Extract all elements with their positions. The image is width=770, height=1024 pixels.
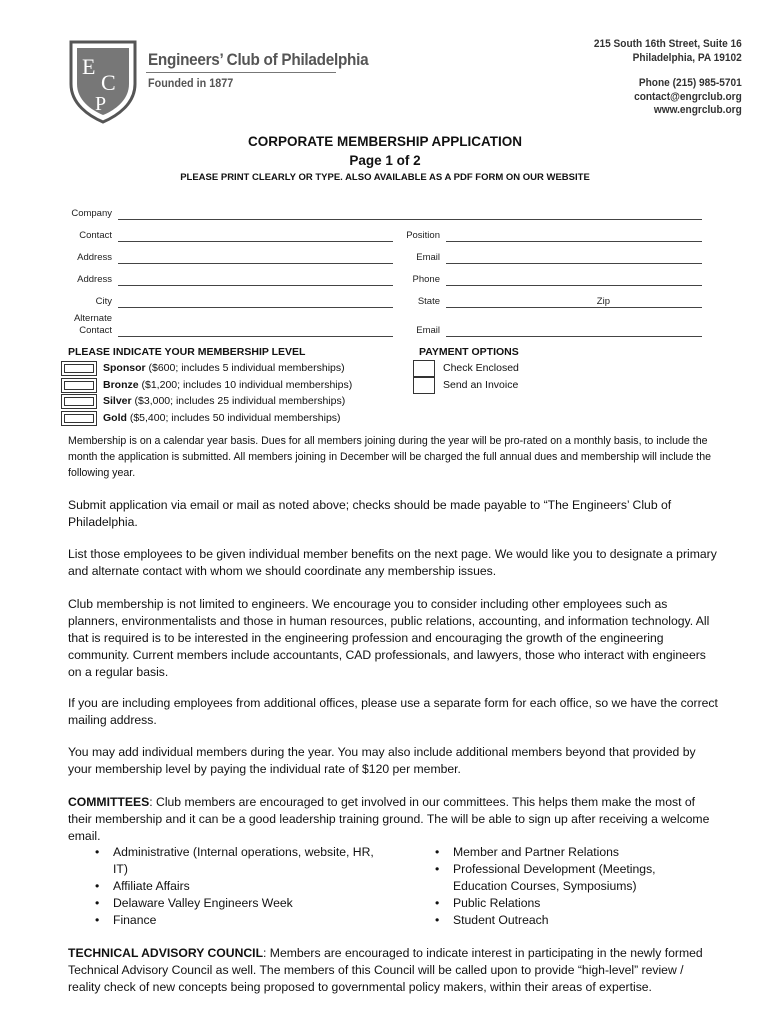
contact-email[interactable]: contact@engrclub.org <box>634 90 742 103</box>
payment-option-invoice[interactable] <box>413 377 593 394</box>
bronze-checkbox[interactable] <box>61 378 97 393</box>
committee-item: • Member and Partner Relations <box>435 845 619 859</box>
membership-option-silver[interactable] <box>61 393 401 410</box>
additional-offices-paragraph: If you are including employees from additional offices, please use a separate form for each office, so we have the correct mailing address. <box>68 696 718 727</box>
membership-level-list <box>61 360 401 427</box>
check-enclosed-label: Check Enclosed <box>443 362 519 374</box>
city-label: City <box>95 296 112 307</box>
submit-application-paragraph: Submit application via email or mail as noted above; checks should be made payable to “The Engineers’ Club of Philadelphia. <box>68 498 672 529</box>
phone-field[interactable] <box>446 285 702 286</box>
committee-item: • Finance <box>95 913 157 927</box>
committee-item: • Affiliate Affairs <box>95 879 190 893</box>
committee-engineers-week: Delaware Valley Engineers Week <box>113 896 293 910</box>
committees-text: : Club members are encouraged to get involved in our committees. This helps them make the most of their membership and it can be a good leadership training ground. The will be able to sign up after receiving a welcome email. <box>68 795 710 843</box>
logo-letter-c: C <box>101 70 116 95</box>
city-state-zip: Philadelphia, PA 19102 <box>632 51 742 64</box>
gold-name: Gold <box>103 412 127 424</box>
page-title: CORPORATE MEMBERSHIP APPLICATION <box>247 134 522 149</box>
committee-item: • Public Relations <box>435 896 541 910</box>
committee-administrative: Administrative (Internal operations, website, HR, IT) <box>113 845 374 876</box>
email-field-2[interactable] <box>446 336 702 337</box>
payment-options-heading: PAYMENT OPTIONS <box>419 346 519 358</box>
org-name-divider <box>146 72 336 73</box>
committee-professional-development: Professional Development (Meetings, Education Courses, Symposiums) <box>453 862 656 893</box>
contact-label: Contact <box>79 230 112 241</box>
committees-paragraph <box>68 794 718 845</box>
company-label: Company <box>71 208 112 219</box>
email-label-2: Email <box>416 325 440 336</box>
calendar-year-paragraph: Membership is on a calendar year basis. Dues for all members joining during the year will be pro-rated on a monthly basis, to include the month the application is submitted. All members joining in December will be charged the full annual dues and membership will include the following year. <box>68 435 712 479</box>
gold-detail: ($5,400; includes 50 individual memberships) <box>126 412 341 424</box>
alternate-contact-field[interactable] <box>118 336 393 337</box>
zip-label: Zip <box>596 296 610 307</box>
position-field[interactable] <box>446 241 702 242</box>
logo-letter-p: P <box>95 93 107 115</box>
committee-member-relations: Member and Partner Relations <box>453 845 619 859</box>
address-label-1: Address <box>77 252 112 263</box>
membership-option-sponsor[interactable] <box>61 360 401 377</box>
club-membership-paragraph: Club membership is not limited to engineers. We encourage you to consider including other employees such as planners, environmentalists and those in human resources, public relations, accounting, and information technology. All that is required is to be interested in the engineering profession and encouraging the growth of the engineering community. Current members include accountants, CAD professionals, and lawyers, those who interact with engineers on a regular basis. <box>68 597 710 679</box>
committee-item: • Delaware Valley Engineers Week <box>95 896 293 910</box>
address-field-1[interactable] <box>118 263 393 264</box>
city-field[interactable] <box>118 307 393 308</box>
state-field[interactable] <box>446 307 702 308</box>
alternate-contact-label-line2: Contact <box>79 325 112 336</box>
committees-list-right <box>435 844 713 929</box>
membership-level-heading: PLEASE INDICATE YOUR MEMBERSHIP LEVEL <box>68 346 306 358</box>
phone-label: Phone <box>412 274 440 285</box>
technical-advisory-council-paragraph <box>68 945 718 996</box>
sponsor-checkbox[interactable] <box>61 361 97 376</box>
company-field[interactable] <box>118 219 702 220</box>
org-name: Engineers’ Club of Philadelphia <box>148 50 369 69</box>
bronze-detail: ($1,200; includes 10 individual memberships) <box>138 379 353 391</box>
committee-affiliate-affairs: Affiliate Affairs <box>113 879 190 893</box>
sponsor-name: Sponsor <box>103 362 146 374</box>
address-label-2: Address <box>77 274 112 285</box>
print-instruction: PLEASE PRINT CLEARLY OR TYPE. ALSO AVAILABLE AS A PDF FORM ON OUR WEBSITE <box>180 172 590 183</box>
send-invoice-label: Send an Invoice <box>443 379 519 391</box>
website-link[interactable]: www.engrclub.org <box>654 104 742 116</box>
contact-field[interactable] <box>118 241 393 242</box>
committee-public-relations: Public Relations <box>453 896 541 910</box>
send-invoice-checkbox[interactable] <box>413 377 435 394</box>
street-address: 215 South 16th Street, Suite 16 <box>594 38 742 50</box>
founded-year: Founded in 1877 <box>148 76 234 90</box>
membership-option-gold[interactable] <box>61 410 401 427</box>
alternate-contact-label-line1: Alternate <box>73 313 112 324</box>
payment-options-list <box>413 360 593 394</box>
committees-list-left <box>95 844 378 929</box>
tac-label: TECHNICAL ADVISORY COUNCIL <box>68 946 264 960</box>
logo-letter-e: E <box>82 54 96 79</box>
tac-text: : Members are encouraged to indicate interest in participating in the newly formed Technical Advisory Council as well. The members of this Council will be called upon to provide “high-level” review / reality check of new concepts being proposed to governmental policy makers, within their areas of expertise. <box>68 946 703 994</box>
committees-label: COMMITTEES <box>68 795 150 809</box>
address-field-2[interactable] <box>118 285 393 286</box>
bronze-name: Bronze <box>103 379 139 391</box>
phone-number: Phone (215) 985-5701 <box>639 77 742 89</box>
committee-item: • Professional Development (Meetings, Education Courses, Symposiums) <box>435 862 656 893</box>
silver-detail: ($3,000; includes 25 individual memberships) <box>131 395 346 407</box>
payment-option-check[interactable] <box>413 360 593 377</box>
committee-finance: Finance <box>113 913 157 927</box>
employee-list-paragraph: List those employees to be given individual member benefits on the next page. We would like you to designate a primary and alternate contact with whom we should coordinate any membership issues. <box>68 547 717 578</box>
sponsor-detail: ($600; includes 5 individual memberships) <box>145 362 345 374</box>
committee-item: • Student Outreach <box>435 913 549 927</box>
silver-checkbox[interactable] <box>61 394 97 409</box>
state-label: State <box>417 296 440 307</box>
club-logo <box>67 38 139 124</box>
position-label: Position <box>406 230 440 241</box>
membership-option-bronze[interactable] <box>61 377 401 393</box>
committee-item: • Administrative (Internal operations, website, HR, IT) <box>95 845 374 876</box>
page-number: Page 1 of 2 <box>349 153 421 168</box>
add-members-paragraph: You may add individual members during the year. You may also include additional members beyond that provided by your membership level by paying the individual rate of $120 per member. <box>68 745 696 776</box>
check-enclosed-checkbox[interactable] <box>413 360 435 377</box>
address-block <box>594 38 742 118</box>
email-field-1[interactable] <box>446 263 702 264</box>
email-label-1: Email <box>416 252 440 263</box>
gold-checkbox[interactable] <box>61 411 97 426</box>
alternate-contact-label <box>40 313 112 337</box>
committee-student-outreach: Student Outreach <box>453 913 549 927</box>
silver-name: Silver <box>103 395 132 407</box>
